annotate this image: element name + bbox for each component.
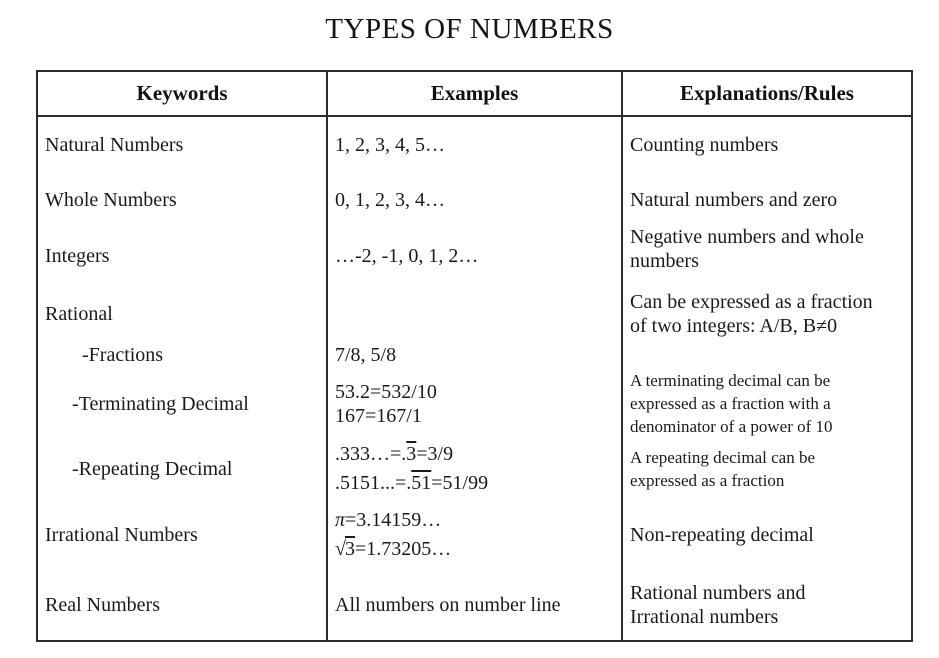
example-line: [335, 535, 613, 564]
examples-cell: [328, 499, 623, 570]
examples-cell: [328, 342, 623, 368]
explanation-cell: [623, 439, 911, 499]
keyword-cell: [38, 173, 328, 227]
explanation-lines: [630, 225, 903, 273]
keyword-cell: [38, 368, 328, 439]
explanation-line: numbers: [630, 250, 699, 272]
keyword-label: Irrational Numbers: [45, 523, 198, 546]
table-row: [38, 173, 911, 227]
table-row: [38, 227, 911, 285]
explanation-line: Rational numbers and: [630, 582, 806, 604]
explanation-cell: [623, 227, 911, 285]
keyword-label: -Terminating Decimal: [72, 392, 249, 415]
header-cell-examples: Examples: [328, 72, 623, 115]
explanation-line: Non-repeating decimal: [630, 523, 814, 546]
example-line: [335, 469, 613, 498]
examples-cell: [328, 439, 623, 499]
example-line: 1, 2, 3, 4, 5…: [335, 134, 445, 156]
keyword-cell: [38, 117, 328, 173]
page-title: TYPES OF NUMBERS: [325, 13, 614, 45]
explanation-cell: [623, 285, 911, 342]
explanation-line: Negative numbers and whole: [630, 226, 864, 248]
explanation-line: Irrational numbers: [630, 606, 779, 628]
table-row: [38, 342, 911, 368]
example-text: =1.73205…: [354, 537, 452, 560]
explanation-line: A terminating decimal can be: [630, 371, 831, 390]
table-row: [38, 285, 911, 342]
overline-digits: 3: [406, 443, 417, 465]
table-row: [38, 117, 911, 173]
example-line: 53.2=532/10: [335, 380, 437, 403]
pi-symbol: π: [335, 508, 346, 531]
keyword-label: Rational: [45, 302, 113, 325]
example-line: 7/8, 5/8: [335, 344, 397, 366]
types-of-numbers-table: [36, 70, 913, 642]
radical-symbol: √: [335, 537, 345, 560]
example-text: =51/99: [431, 472, 489, 494]
explanation-cell: [623, 499, 911, 570]
overline-digits: 3: [344, 537, 355, 560]
examples-cell: [328, 117, 623, 173]
table-row: [38, 368, 911, 439]
keyword-label: -Fractions: [82, 344, 164, 366]
overline-digits: 51: [411, 472, 432, 494]
table-row: [38, 499, 911, 570]
keyword-cell: [38, 439, 328, 499]
examples-cell: [328, 227, 623, 285]
example-line: 167=167/1: [335, 404, 422, 427]
explanation-cell: [623, 368, 911, 439]
explanation-cell: [623, 117, 911, 173]
keyword-label: Natural Numbers: [45, 134, 184, 156]
keyword-cell: [38, 499, 328, 570]
examples-cell: [328, 285, 623, 342]
explanation-line: Can be expressed as a fraction: [630, 290, 873, 313]
table-row: [38, 439, 911, 499]
table-row: [38, 570, 911, 640]
example-text: =3/9: [416, 443, 454, 465]
explanation-line: A repeating decimal can be: [630, 448, 816, 467]
keyword-cell: [38, 227, 328, 285]
example-line: [335, 506, 613, 535]
keyword-label: Whole Numbers: [45, 189, 177, 211]
example-line: 0, 1, 2, 3, 4…: [335, 189, 445, 211]
example-text: .333…=.: [335, 443, 407, 465]
example-text: .5151...=.: [335, 472, 412, 494]
explanation-cell: [623, 342, 911, 368]
example-line: All numbers on number line: [335, 594, 561, 616]
keyword-cell: [38, 570, 328, 640]
header-cell-explanations: Explanations/Rules: [680, 81, 854, 105]
examples-cell: [328, 368, 623, 439]
example-line: [335, 440, 613, 469]
explanation-line: expressed as a fraction with a: [630, 394, 831, 413]
explanation-cell: [623, 570, 911, 640]
examples-cell: [328, 570, 623, 640]
keyword-label: -Repeating Decimal: [72, 458, 233, 480]
example-line: …-2, -1, 0, 1, 2…: [335, 245, 479, 267]
explanation-line: Natural numbers and zero: [630, 189, 838, 211]
header-cell-keywords: Keywords: [38, 72, 328, 115]
explanation-line: expressed as a fraction: [630, 471, 785, 490]
examples-cell: [328, 173, 623, 227]
table-header-row: [38, 72, 911, 117]
keyword-label: Real Numbers: [45, 594, 160, 616]
explanation-line: denominator of a power of 10: [630, 417, 833, 436]
keyword-cell: [38, 342, 328, 368]
explanation-line: Counting numbers: [630, 134, 779, 156]
keyword-label: Integers: [45, 245, 110, 267]
explanation-line: of two integers: A/B, B≠0: [630, 314, 838, 337]
explanation-cell: [623, 173, 911, 227]
keyword-cell: [38, 285, 328, 342]
example-text: =3.14159…: [345, 508, 442, 531]
